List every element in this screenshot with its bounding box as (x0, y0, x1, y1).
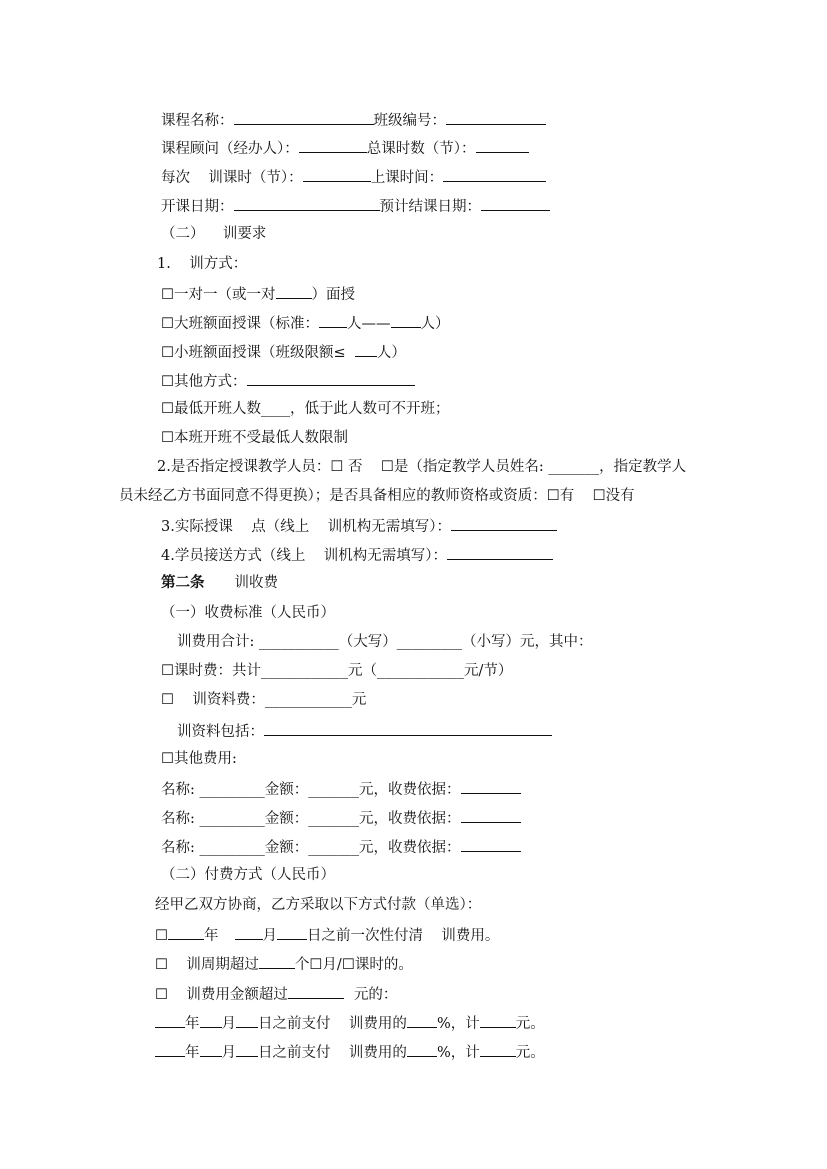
total-hours-blank (476, 137, 529, 153)
end-date-blank (481, 195, 550, 211)
hours-per-session-blank (303, 166, 371, 182)
lump-month-blank (235, 924, 263, 940)
material-include-label: 训资料包括： (177, 724, 264, 740)
period-tail: 个☐月/☐课时的。 (294, 957, 413, 973)
end-date-label: 预计结课日期： (379, 199, 481, 215)
period-text: ☐ 训周期超过 (155, 957, 259, 973)
advisor-label: 课程顾问（经办人）： (161, 141, 299, 157)
other-fee-row (161, 836, 521, 858)
option-small-class (161, 341, 406, 363)
installment-mid: 日之前支付 训费用的 (258, 1045, 407, 1061)
article-2-title: 训收费 (234, 575, 278, 591)
other-method-label: ☐其他方式： (161, 374, 247, 390)
installment-mid: 日之前支付 训费用的 (258, 1016, 407, 1032)
other-fees-heading: ☐其他费用: (161, 751, 237, 767)
option-no-min: ☐本班开班不受最低人数限制 (161, 430, 348, 446)
course-name-blank (234, 109, 374, 125)
large-class-mid: 人—— (347, 316, 391, 332)
option-one-on-one-text: ☐一对一（或一对 (161, 287, 276, 303)
material-fee-line: ☐ 训资料费：____________元 (161, 692, 367, 708)
amount-tail: 元的： (353, 987, 398, 1003)
class-number-blank (446, 109, 546, 125)
fee-total-line: 训费用合计: ___________（大写）_________（小写）元，其中： (177, 634, 593, 650)
lump-year-label: 年 (204, 928, 219, 944)
installment-year-blank (155, 1012, 185, 1028)
material-include-row (177, 720, 552, 742)
installment-amount-blank (480, 1012, 516, 1028)
location-blank (451, 515, 557, 531)
lump-day-blank (277, 924, 307, 940)
method-heading: 1. 训方式： (157, 256, 248, 272)
option-other (161, 370, 415, 392)
payment-method-heading: （二）付费方式（人民币） (161, 867, 335, 883)
transport-label: 4.学员接送方式（线上 训机构无需填写）： (161, 548, 448, 564)
course-name-row (161, 109, 546, 131)
installment-percent-label: %，计 (436, 1045, 480, 1061)
other-method-blank (247, 370, 415, 386)
article-2-label: 第二条 (161, 574, 205, 591)
large-class-min-blank (319, 312, 347, 328)
option-one-on-one (161, 283, 355, 305)
installment-year-blank (155, 1041, 185, 1057)
large-class-text: ☐大班额面授课（标准： (161, 316, 319, 332)
amount-blank (288, 983, 344, 999)
lump-year-blank (168, 924, 204, 940)
other-fee-text: 名称: _________金额：_______元，收费依据： (161, 782, 461, 798)
installment-percent-blank (407, 1012, 437, 1028)
installment-month-blank (200, 1041, 222, 1057)
large-class-tail: 人） (420, 316, 450, 332)
installment-tail: 元。 (515, 1045, 545, 1061)
other-fee-text: 名称: _________金额：_______元，收费依据： (161, 840, 461, 856)
lump-month-label: 月 (262, 928, 277, 944)
class-time-label: 上课时间： (370, 170, 444, 186)
fee-basis-blank (461, 807, 521, 823)
installment-month-blank (200, 1012, 222, 1028)
start-date-label: 开课日期： (161, 199, 234, 215)
payment-option-lump (155, 924, 499, 946)
class-time-blank (443, 166, 546, 182)
small-class-text: ☐小班额面授课（班级限额≤ (161, 345, 355, 361)
option-large-class (161, 312, 450, 334)
option-min-enrollment: ☐最低开班人数____，低于此人数可不开班； (161, 401, 450, 417)
fee-standard-heading: （一）收费标准（人民币） (161, 605, 335, 621)
lump-checkbox: ☐ (155, 928, 168, 944)
installment-amount-blank (480, 1041, 516, 1057)
installment-row (155, 1012, 545, 1034)
installment-day-blank (236, 1041, 258, 1057)
installment-day-blank (236, 1012, 258, 1028)
course-name-label: 课程名称： (161, 113, 234, 129)
location-row (161, 515, 557, 537)
hours-per-session-row (161, 166, 546, 188)
fee-basis-blank (461, 836, 521, 852)
other-fee-row (161, 778, 521, 800)
amount-text: ☐ 训费用金额超过 (155, 987, 288, 1003)
start-date-row (161, 195, 550, 217)
transport-blank (447, 544, 553, 560)
transport-row (161, 544, 553, 566)
small-class-blank (355, 341, 377, 357)
installment-row (155, 1041, 545, 1063)
installment-year-label: 年 (185, 1016, 200, 1032)
location-label: 3.实际授课 点（线上 训机构无需填写）： (161, 519, 451, 535)
installment-tail: 元。 (515, 1016, 545, 1032)
one-on-one-blank (276, 283, 312, 299)
payment-option-period (155, 953, 413, 975)
installment-percent-label: %，计 (436, 1016, 480, 1032)
installment-month-label: 月 (221, 1016, 236, 1032)
other-fee-row (161, 807, 521, 829)
advisor-row (161, 137, 529, 159)
total-hours-label: 总课时数（节）： (366, 141, 476, 157)
installment-year-label: 年 (185, 1045, 200, 1061)
payment-agreement-line: 经甲乙双方协商，乙方采取以下方式付款（单选）： (155, 897, 482, 913)
material-include-blank (264, 720, 552, 736)
fee-basis-blank (461, 778, 521, 794)
teacher-designation-line1: 2.是否指定授课教学人员：☐ 否 ☐是（指定教学人员姓名: _______，指定教学人 (157, 459, 687, 475)
section-2-heading: （二） 训要求 (161, 226, 267, 242)
installment-percent-blank (407, 1041, 437, 1057)
article-2-heading (161, 573, 278, 593)
other-fee-text: 名称: _________金额：_______元，收费依据： (161, 811, 461, 827)
advisor-blank (299, 137, 367, 153)
small-class-tail: 人） (376, 345, 406, 361)
large-class-max-blank (391, 312, 421, 328)
teacher-designation-line2: 员未经乙方书面同意不得更换）；是否具备相应的教师资格或资质：☐有 ☐没有 (119, 488, 635, 504)
installment-month-label: 月 (221, 1045, 236, 1061)
payment-option-amount (155, 983, 397, 1005)
class-number-label: 班级编号： (373, 113, 446, 129)
hours-per-session-label: 每次 训课时（节）： (161, 170, 303, 186)
period-blank (259, 953, 295, 969)
start-date-blank (234, 195, 380, 211)
option-one-on-one-tail: ）面授 (311, 287, 355, 303)
lesson-fee-line: ☐课时费：共计____________元（____________元/节） (161, 663, 513, 679)
lump-tail: 日之前一次性付清 训费用。 (307, 928, 500, 944)
